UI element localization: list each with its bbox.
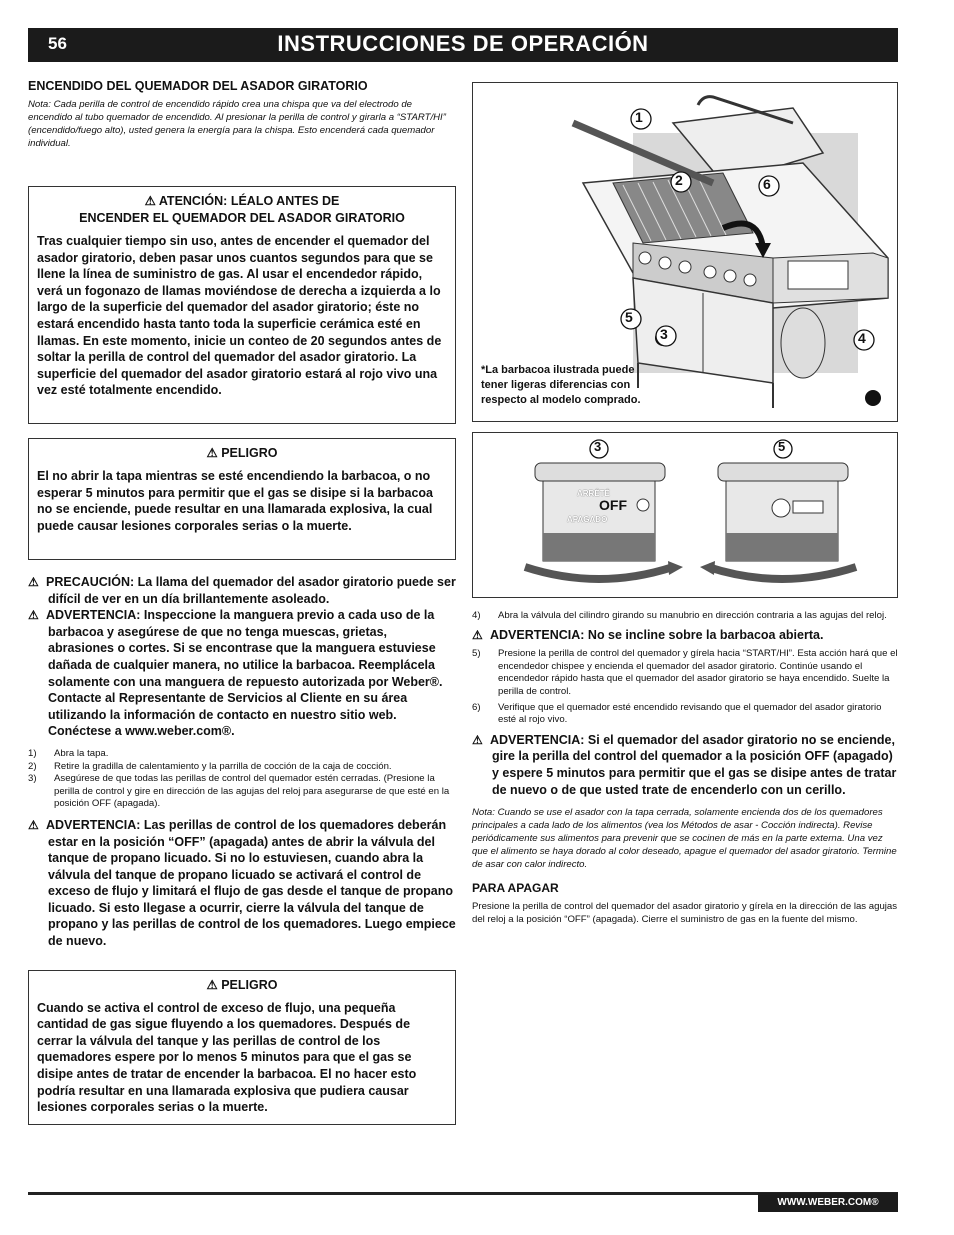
figure-caption: *La barbacoa ilustrada puede tener ligeras diferencias con respecto al modelo comprado.: [481, 364, 641, 406]
callout-4: 4: [858, 330, 866, 346]
danger-box-2: [28, 970, 456, 1125]
warning-icon: ⚠: [206, 977, 218, 992]
callout-5: 5: [625, 309, 633, 325]
warning-icon: ⚠: [144, 194, 156, 208]
warning-hose: ⚠ ADVERTENCIA: Inspeccione la manguera previo a cada uso de la barbacoa y asegúrese de que no tenga muescas, grietas, abrasiones o cortes. Si se encontrase que la manguera estuviese dañada de cualquier manera, no utilice la barbacoa. Reemplácela solamente con una manguera de repuesto autorizada por Weber®. Contacte al Representante de Servicios al Cliente en su área utilizando la información de contacto en nuestro sitio web. Conéctese a www.weber.com®.: [28, 608, 443, 739]
steps-list-right-2: [472, 648, 898, 727]
off-text: Presione la perilla de control del quemador del asador giratorio y gírela en la dirección de las agujas del reloj a la posición “OFF” (apagada). Cierre el suministro de gas en la fuente del mismo.: [472, 901, 898, 926]
left-column: [28, 76, 456, 1125]
off-title: PARA APAGAR: [472, 881, 559, 896]
steps-list-right: [472, 610, 898, 623]
warning-knobs: ⚠ ADVERTENCIA: Las perillas de control de los quemadores deberán estar en la posición “OFF” (apagada) antes de abrir la válvula del tanque de propano licuado. Si no lo estuviesen, cuando abra la válvula del tanque de propano licuado se activará el control de exceso de flujo y limitará el flujo de gas desde el tanque de propano licuado. Si esto llegase a ocurrir, cierre la válvula del tanque de propano y las perillas de control de los quemadores. Luego empiece de nuevo.: [28, 817, 456, 949]
precaution-text: ⚠ PRECAUCIÓN: La llama del quemador del asador giratorio puede ser difícil de ver en un día brillantemente asoleado.: [28, 575, 456, 606]
knobs-illustration: [472, 432, 898, 598]
list-item: 3) Asegúrese de que todas las perillas de control del quemador estén cerradas. (Presione la perilla de control y gire en dirección de las agujas del reloj para asegurarse de que esté en la posición OFF (apagada).: [28, 773, 450, 810]
danger-body: Cuando se activa el control de exceso de flujo, una pequeña cantidad de gas sigue fluyendo a los quemadores. Después de cerrar la válvula del tanque y las perillas de control de los quemadores espere por lo menos 5 minutos para que el gas se disipe antes de tratar de encender la barbacoa. El no hacer esto podría resultar en una llamarada explosiva que pudiera causar lesiones corporales serias o la muerte.: [37, 1000, 417, 1115]
page-number: 56: [48, 34, 67, 53]
section-title: ENCENDIDO DEL QUEMADOR DEL ASADOR GIRATORIO: [28, 79, 368, 93]
warning-icon: ⚠: [28, 608, 39, 623]
callout-2: 2: [675, 172, 683, 188]
danger-box-1: [28, 438, 456, 560]
list-item: 1) Abra la tapa.: [28, 747, 109, 759]
knob-text-top: ARRÊTÉ: [577, 489, 610, 498]
warning-icon: ⚠: [28, 575, 39, 589]
callout-6: 6: [763, 176, 771, 192]
warning-icon: ⚠: [472, 627, 483, 642]
warning-noignite: ⚠ ADVERTENCIA: Si el quemador del asador giratorio no se enciende, gire la perilla del control del quemador a la posición OFF (apagado) y espere 5 minutos para permitir que el gas se disipe antes de tratar de nuevo o de que usted trate de encenderlo con un cerillo.: [472, 732, 897, 797]
list-item: 2) Retire la gradilla de calentamiento y la parrilla de cocción de la caja de cocción.: [28, 760, 392, 772]
callout-3: 3: [660, 326, 668, 342]
list-item: 5) Presione la perilla de control del quemador y gírela hacia “START/HI”. Esta acción hará que el encendedor chispee y encienda el quemador del asador giratorio. Continúe usando el encendedor rápido hasta que el quemador del asador giratorio se haya encendido. Suelte la perilla de control.: [472, 648, 898, 697]
web-link[interactable]: Conéctese a www.weber.com®.: [48, 724, 235, 739]
list-item: 6) Verifique que el quemador esté encendido revisando que el quemador del asador giratorio esté al rojo vivo.: [472, 701, 882, 726]
danger-title: PELIGRO: [221, 977, 278, 992]
intro-note: Nota: Cada perilla de control de encendido rápido crea una chispa que va del electrodo de encendido al tubo quemador de encendido. Al presionar la perilla de control y girarla a “START/HI” (encendido/fuego alto), usted genera la energía para la chispa. Esto encenderá cada quemador individual.: [28, 99, 446, 149]
warning-icon: ⚠: [206, 446, 218, 460]
right-column: [472, 82, 898, 926]
warning-icon: ⚠: [472, 732, 483, 747]
warning-icon: ⚠: [28, 817, 39, 832]
knob-label-5: 5: [778, 439, 786, 454]
callout-1: 1: [635, 109, 643, 125]
footer-url[interactable]: WWW.WEBER.COM®: [758, 1193, 898, 1212]
danger-body: El no abrir la tapa mientras se esté encendiendo la barbacoa, o no esperar 5 minutos para permitir que el gas se disipe si la barbacoa no se enciende, puede resultar en una llamarada explosiva, la cual puede causar lesiones corporales serias o la muerte.: [37, 469, 433, 533]
list-item: 4) Abra la válvula del cilindro girando su manubrio en dirección contraria a las agujas del reloj.: [472, 610, 887, 621]
attention-title-line2: ENCENDER EL QUEMADOR DEL ASADOR GIRATORIO: [79, 211, 405, 225]
knobs-drawing: [473, 433, 897, 597]
note-lid: Nota: Cuando se use el asador con la tapa cerrada, solamente encienda dos de los quemadores principales a cada lado de los alimentos (vea los Métodos de asar - Cocción indirecta). Revise periódicamente sus alimentos para prevenir que se cocinen de más en la parte externa. Una vez que el alimento se haya dorado al color deseado, apague el quemador del asador giratorio. Termine de asar con calor indirecto.: [472, 807, 897, 871]
page-header: [28, 28, 898, 62]
steps-list: [28, 748, 456, 811]
attention-title-line1: ATENCIÓN: LÉALO ANTES DE: [158, 194, 340, 208]
attention-title: [37, 193, 447, 227]
grill-illustration: [472, 82, 898, 422]
attention-box: [28, 186, 456, 424]
danger-title: PELIGRO: [221, 446, 278, 460]
knob-label-3: 3: [594, 439, 602, 454]
knob-text-off: OFF: [599, 497, 627, 513]
page-title: INSTRUCCIONES DE OPERACIÓN: [277, 31, 649, 56]
warning-lean: ⚠ ADVERTENCIA: No se incline sobre la barbacoa abierta.: [472, 627, 824, 642]
knob-text-bottom: APAGADO: [567, 515, 608, 524]
attention-body: Tras cualquier tiempo sin uso, antes de encender el quemador del asador giratorio, deben pasar unos cuantos segundos para que se llene la línea de suministro de gas. Al usar el encendedor rápido, verá un fogonazo de llamas moviéndose de derecha a izquierda a lo largo de la superficie del quemador del asador giratorio; éste no estará encendido hasta tanto toda la superficie cerámica esté en llamas. En este momento, inicie un conteo de 20 segundos antes de soltar la perilla de control del quemador del asador giratorio. La superficie del quemador del asador giratorio estará al rojo vivo una vez esté totalmente encendido.: [37, 234, 442, 398]
